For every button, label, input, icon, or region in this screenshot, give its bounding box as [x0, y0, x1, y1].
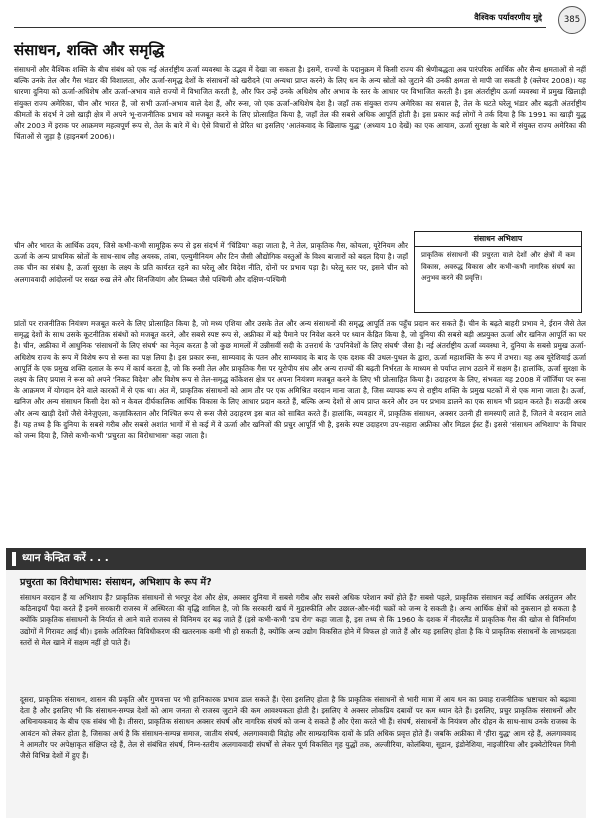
focus-title: ध्यान केन्द्रित करें . . .	[22, 552, 109, 564]
definition-box	[414, 231, 582, 313]
focus-heading-bar	[6, 548, 586, 570]
section-title: संसाधन, शक्ति और समृद्धि	[14, 41, 165, 59]
body-paragraph-2: चीन और भारत के आर्थिक उदय, जिसे कभी-कभी सामूहिक रूप से इस संदर्भ में 'चिंडिया' कहा जाता है, ने तेल, प्राकृतिक गैस, कोयला, यूरेनियम और ऊर्जा के अन्य प्राथमिक स्रोतों के साथ-साथ लौह अयस्क, तांबा, एल्युमीनियम और टिन जैसी औद्योगिक वस्तुओं के विश्व बाजारों को बदल दिया है। जहाँ तक चीन का संबंध है, ऊर्जा सुरक्षा के लक्ष्य के प्रति कार्यरत रहने का घरेलू और विदेश नीति, दोनों पर प्रभाव पड़ा है। घरेलू स्तर पर, इसने चीन को अलगाववादी आंदोलनों पर सख्त रुख लेने और शिनजियांग और तिब्बत जैसे पश्चिमी और दक्षिण-पश्चिमी	[14, 241, 408, 284]
running-head: वैश्विक पर्यावरणीय मुद्दे	[474, 12, 542, 22]
focus-subheading: प्रचुरता का विरोधाभास: संसाधन, अभिशाप के रूप में?	[20, 577, 212, 588]
page-header	[14, 10, 586, 28]
focus-marker	[12, 552, 16, 566]
focus-box	[6, 570, 586, 818]
definition-box-text: प्राकृतिक संसाधनों की प्रचुरता वाले देशों और क्षेत्रों में कम विकास, अवरुद्ध विकास और कभी-कभी नागरिक संघर्ष का अनुभव करने की प्रवृत्ति।	[421, 251, 575, 282]
body-paragraph-3: प्रांतों पर राजनीतिक नियंत्रण मजबूत करने के लिए प्रोत्साहित किया है, जो मध्य एशिया और उसके तेल और अन्य संसाधनों की समृद्ध आपूर्ति तक पहुँच प्रदान कर सकते हैं। चीन के बढ़ते बाहरी प्रभाव ने, ईरान जैसे तेल समृद्ध देशों के साथ उसके कूटनीतिक संबंधों को मजबूत करने, और सबसे स्पष्ट रूप से, अफ्रीका में बड़े पैमाने पर निवेश करने पर ध्यान केंद्रित किया है, जो दुनिया की सबसे बड़ी अप्रयुक्त ऊर्जा और खनिज आपूर्ति का घर है। चीन, अफ्रीका में आधुनिक 'संसाधनों के लिए संघर्ष' का नेतृत्व करता है जो कुछ मामलों में उन्नीसवीं सदी के उत्तरार्ध के 'उपनिवेशों के लिए संघर्ष' जैसा है। नई अंतर्राष्ट्रीय ऊर्जा व्यवस्था ने, दुनिया के सबसे प्रमुख ऊर्जा-अधिशेष राज्य के रूप में विशेष रूप से रूस का पक्ष लिया है। इस प्रकार रूस, साम्यवाद के पतन और साम्यवाद के बाद के एक दशक की उथल-पुथल के द्वारा, ऊर्जा महाशक्ति के रूप में उभरा। यह अब यूरेशियाई ऊर्जा आपूर्ति के एक प्रमुख शक्ति दलाल के रूप में कार्य करता है, जो कि रूसी तेल और प्राकृतिक गैस पर यूरोपीय संघ और अन्य राज्यों की बढ़ती निर्भरता के माध्यम से पर्याप्त लाभ उठाने में सक्षम है। हालांकि, ऊर्जा सुरक्षा के लक्ष्य के लिए प्रयास ने रूस को अपने 'निकट विदेश' और विशेष रूप से तेल-समृद्ध कॉकेशस क्षेत्र पर अपना नियंत्रण मजबूत करने के लिए भी प्रोत्साहित किया है। उदाहरण के लिए, संभवतः यह 2008 में जॉर्जिया पर रूस के आक्रमण में योगदान देने वाले कारकों में से एक था। अंत में, प्राकृतिक संसाधनों को आम तौर पर एक अमिश्रित वरदान माना जाता है, जिस व्यापक रूप से राष्ट्रीय शक्ति के प्रमुख घटकों में से एक माना जाता है। ऊर्जा, खनिज और अन्य संसाधन किसी देश को न केवल दीर्घकालिक आर्थिक विकास के लिए आधार प्रदान करते हैं, बल्कि अन्य देशों से आय प्राप्त करने और उन पर प्रभाव डालने का एक साधन भी प्रदान करते हैं। सऊदी अरब और अन्य खाड़ी देशों जैसे वेनेज़ुएला, कज़ाकिस्तान और निश्चित रूप से रूस जैसे उदाहरण इस बात को साबित करते हैं। हालांकि, व्यवहार में, प्राकृतिक संसाधन, अक्सर उतनी ही समस्याएँ लाते हैं, जितने वे वरदान लाते हैं। यह तथ्य है कि दुनिया के सबसे गरीब और सबसे अशांत भागों में से कई में वे ऊर्जा और खनिजों की प्रचुर आपूर्ति भी है, इसके स्पष्ट उदाहरण उप-सहारा अफ्रीका और मिडल ईस्ट हैं। इससे 'संसाधन अभिशाप' के विचार को जन्म दिया है, जिसे कभी-कभी 'प्रचुरता का विरोधाभास' कहा जाता है।	[14, 319, 586, 441]
focus-paragraph-1: संसाधन वरदान हैं या अभिशाप हैं? प्राकृतिक संसाधनों से भरपूर देश और क्षेत्र, अक्सर दुनिया में सबसे गरीब और सबसे अधिक परेशान क्यों होते हैं? सबसे पहले, प्राकृतिक संसाधन कई आर्थिक असंतुलन और कठिनाइयाँ पैदा करते हैं इनमें सरकारी राजस्व में अस्थिरता की वृद्धि शामिल है, जो कि सरकारी खर्च में मुद्रास्फीति और उछाल-और-मंदी चक्रों को जन्म दे सकती है। अन्य आर्थिक क्षेत्रों को नुकसान हो सकता है क्योंकि प्राकृतिक संसाधनों के निर्यात से आने वाले राजस्व से विनिमय दर बढ़ जाते हैं (इसे कभी-कभी 'डच रोग' कहा जाता है, इस तथ्य से कि 1960 के दशक में नीदरलैंड में प्राकृतिक गैस की खोज से विनिर्माण उद्योगों में गिरावट आई थी)। इसके अतिरिक्त विविधीकरण की खतरनाक कमी भी हो सकती है, क्योंकि अन्य उद्योग विकसित होने में विफल हो जाते हैं और यह इसलिए होता है कि ये प्राकृतिक संसाधनों के लाभप्रदता स्तरों से मेल खाने में सक्षम नहीं हो पाते हैं।	[20, 593, 576, 647]
focus-paragraph-2: दूसरा, प्राकृतिक संसाधन, शासन की प्रकृति और गुणवत्ता पर भी हानिकारक प्रभाव डाल सकते हैं। ऐसा इसलिए होता है कि प्राकृतिक संसाधनों से भारी मात्रा में आय धन का प्रवाह राजनीतिक भ्रष्टाचार को बढ़ावा देता है और इसलिए भी कि संसाधन-सम्पन्न देशों को आम जनता से राजस्व जुटाने की कम आवश्यकता होती है। इसलिए ये अक्सर लोकप्रिय दबावों पर कम ध्यान देते हैं। इसलिए, प्रचुर प्राकृतिक संसाधनों और अधिनायकवाद के बीच एक संबंध भी है। तीसरा, प्राकृतिक संसाधन अक्सर संघर्ष और नागरिक संघर्ष को जन्म दे सकते हैं और ऐसा करते भी हैं। संघर्ष, संसाधनों के नियंत्रण और दोहन के साथ-साथ उनके राजस्व के आवंटन को लेकर होता है, जिसका अर्थ है कि संसाधन-सम्पन्न समाज, जातीय संघर्ष, अलगाववादी विद्रोह और साम्प्रदायिक दावों के प्रति अधिक प्रवृत्त होते हैं। जबकि अफ्रीका में 'हीरा युद्ध' आम रहे हैं, अलगाववाद ने आमतौर पर अपेक्षाकृत संक्षिप्त रहे हैं, तेल से संबंधित संघर्ष, निम्न-स्तरीय अलगाववादी संघर्षों से लेकर पूर्ण विकसित गृह युद्धों तक, अल्जीरिया, कोलंबिया, सूडान, इंडोनेशिया, नाइजीरिया और इक्वेटोरियल गिनी जैसे विभिन्न देशों में हुए हैं।	[20, 695, 576, 761]
header-rule	[14, 27, 546, 28]
definition-box-rule	[415, 246, 581, 247]
page-number: 385	[558, 6, 586, 34]
definition-box-title: संसाधन अभिशाप	[473, 234, 523, 243]
body-paragraph-1: संसाधनों और वैश्विक शक्ति के बीच संबंध को एक नई अंतर्राष्ट्रीय ऊर्जा व्यवस्था के उद्भव में देखा जा सकता है। इसमें, राज्यों के पदानुक्रम में किसी राज्य की श्रेणीबद्धता अब पारंपरिक आर्थिक और सैन्य क्षमताओं से नहीं बल्कि उनके तेल और गैस भंडार की विशालता, और ऊर्जा-समृद्ध देशों के संसाधनों को खरीदने (या अन्यथा प्राप्त करने) के लिए धन के अन्य स्रोतों को जुटाने की उनकी क्षमता से मापी जा सकती है (क्लेयर 2008)। यह धारणा दुनिया को ऊर्जा-अधिशेष और ऊर्जा-अभाव वाले राज्यों में विभाजित करती है, और फिर उन्हें उनके अधिशेष और अभाव के स्तर के आधार पर विभाजित करती है। इस अंतर्राष्ट्रीय ऊर्जा व्यवस्था में प्रमुख खिलाड़ी संयुक्त राज्य अमेरिका, चीन और भारत हैं, जो सभी ऊर्जा-अभाव वाले देश हैं, और रूस, जो एक ऊर्जा-अधिशेष देश है। जहाँ तक संयुक्त राज्य अमेरिका का सवाल है, तेल के घटते घरेलू भंडार और बढ़ती अंतर्राष्ट्रीय कीमतों के संदर्भ ने उसे खाड़ी क्षेत्र में अपने भू-राजनीतिक प्रभाव को मजबूत करने के लिए प्रोत्साहित किया है, जहाँ तेल की सबसे अधिक आपूर्ति होती है। इस प्रकार कई लोगों ने तर्क दिया है कि 1991 का खाड़ी युद्ध और 2003 में इराक पर आक्रमण महत्वपूर्ण रूप से, तेल के बारे में थे। ऐसे विचारों से प्रेरित था इसलिए 'आतंकवाद के खिलाफ युद्ध' (अध्याय 10 देखें) का एक आयाम, ऊर्जा सुरक्षा के बारे में संयुक्त राज्य अमेरिका की चिंताओं से जुड़ा है (हाइनबर्ग 2006)।	[14, 65, 586, 142]
